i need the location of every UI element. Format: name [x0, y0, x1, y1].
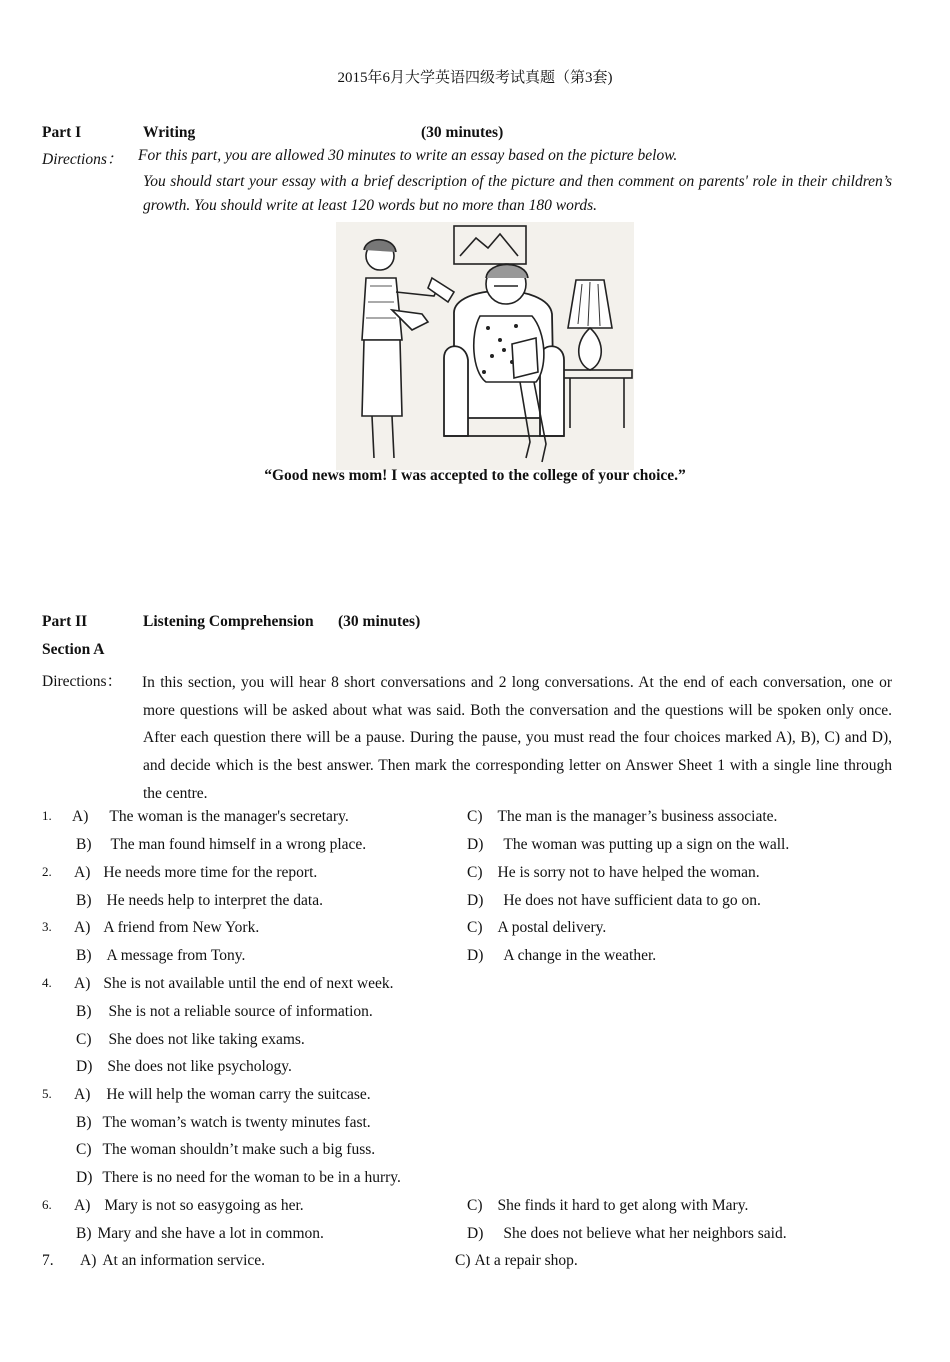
question-4-option-a: A) She is not available until the end of next week. [74, 975, 394, 992]
part1-directions-rest: You should start your essay with a brief description of the picture and then comment on parents' role in their children’s growth. You should write at least 120 words but no more than 180 words. [143, 173, 892, 214]
question-2-option-d: D) He does not have sufficient data to go on. [467, 892, 761, 909]
question-2-option-c: C) He is sorry not to have helped the woman. [467, 864, 760, 881]
question-2-option-b: B) He needs help to interpret the data. [76, 892, 323, 909]
question-1-option-b: B) The man found himself in a wrong place. [76, 836, 367, 853]
section-a-heading: Section A [42, 641, 105, 658]
question-7-option-a: A) At an information service. [80, 1252, 266, 1269]
question-5-option-a: A) He will help the woman carry the suitcase. [74, 1086, 371, 1103]
question-6-option-a: A) Mary is not so easygoing as her. [74, 1197, 304, 1214]
question-3-option-c: C) A postal delivery. [467, 919, 607, 936]
cartoon-illustration [336, 222, 634, 470]
part1-time: (30 minutes) [421, 124, 504, 141]
question-4-option-b: B) She is not a reliable source of information. [76, 1003, 373, 1020]
question-6-number: 6. [42, 1197, 52, 1212]
question-3-option-a: A) A friend from New York. [74, 919, 260, 936]
question-6-option-d: D) She does not believe what her neighbors said. [467, 1225, 787, 1242]
page-title: 2015年6月大学英语四级考试真题（第3套) [337, 70, 613, 86]
part1-directions-line1: For this part, you are allowed 30 minutes to write an essay based on the picture below. [138, 147, 678, 164]
question-6-option-b: B) Mary and she have a lot in common. [76, 1225, 324, 1242]
question-5-option-c: C) The woman shouldn’t make such a big fuss. [76, 1141, 376, 1158]
part2-label: Part II [42, 613, 88, 630]
question-1-option-c: C) The man is the manager’s business associate. [467, 808, 778, 825]
question-7-option-c: C) At a repair shop. [455, 1252, 578, 1269]
question-2-number: 2. [42, 864, 52, 879]
part1-name: Writing [143, 124, 196, 141]
question-4-number: 4. [42, 975, 52, 990]
cartoon-caption: “Good news mom! I was accepted to the college of your choice.” [264, 467, 686, 484]
question-4-option-c: C) She does not like taking exams. [76, 1031, 305, 1048]
question-5-number: 5. [42, 1086, 52, 1101]
question-4-option-d: D) She does not like psychology. [76, 1058, 292, 1075]
question-7-number: 7. [42, 1252, 54, 1269]
question-3-option-d: D) A change in the weather. [467, 947, 657, 964]
question-1-number: 1. [42, 808, 52, 823]
part2-directions-label: Directions： [42, 673, 123, 690]
question-3-number: 3. [42, 919, 52, 934]
question-5-option-d: D) There is no need for the woman to be in a hurry. [76, 1169, 401, 1186]
question-3-option-b: B) A message from Tony. [76, 947, 246, 964]
part2-name: Listening Comprehension [143, 613, 314, 630]
question-2-option-a: A) He needs more time for the report. [74, 864, 318, 881]
question-5-option-b: B) The woman’s watch is twenty minutes fast. [76, 1114, 371, 1131]
part2-directions-text: In this section, you will hear 8 short conversations and 2 long conversations. At the end of each conversation, one or more questions will be asked about what was said. Both the conversation and the questions will be spoken only once. After each question there will be a pause. During the pause, you must read the four choices marked A), B), C) and D), and decide which is the best answer. Then mark the corresponding letter on Answer Sheet 1 with a single line through the centre. [142, 674, 892, 802]
question-6-option-c: C) She finds it hard to get along with Mary. [467, 1197, 749, 1214]
question-1-option-a: A) The woman is the manager's secretary. [72, 808, 349, 825]
part1-label: Part I [42, 124, 82, 141]
part1-directions-label: Directions： [42, 151, 123, 168]
question-1-option-d: D) The woman was putting up a sign on the wall. [467, 836, 790, 853]
part2-time: (30 minutes) [338, 613, 421, 630]
